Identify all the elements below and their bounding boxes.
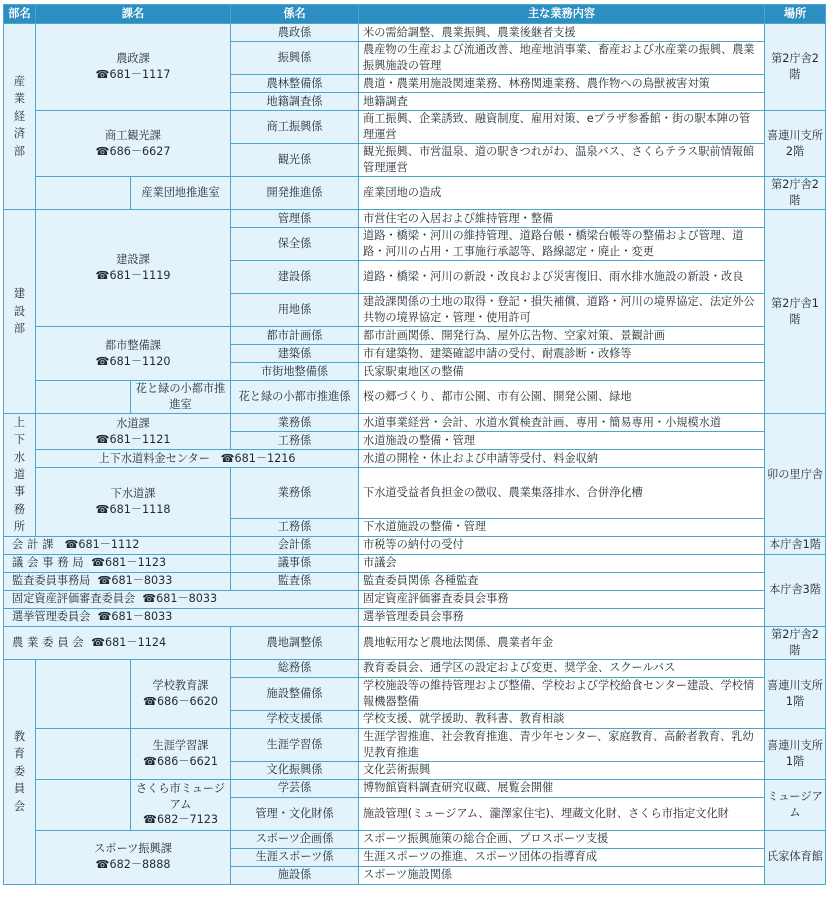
section-name: 会計係 xyxy=(231,536,359,554)
section-duties: 桜の郷づくり、都市公園、市有公園、開発公園、緑地 xyxy=(359,381,765,414)
division-blank xyxy=(36,779,131,830)
section-duties: 施設管理(ミュージアム、瀧澤家住宅)、埋蔵文化財、さくら市指定文化財 xyxy=(359,797,765,830)
section-name: 管理・文化財係 xyxy=(231,797,359,830)
dept-water: 上下水道事務所 xyxy=(4,414,36,537)
header-dept: 部名 xyxy=(4,5,36,24)
section-duties: 道路・橋梁・河川の新設・改良および災害復旧、雨水排水施設の新設・改良 xyxy=(359,261,765,294)
section-name: 施設係 xyxy=(231,866,359,884)
location-cell: 第2庁舎2階 xyxy=(765,177,826,210)
section-name: 保全係 xyxy=(231,228,359,261)
section-duties: 道路・橋梁・河川の維持管理、道路台帳・橋梁台帳等の整備および管理、道路・河川の占用・工事施行承認等、路線認定・廃止・変更 xyxy=(359,228,765,261)
section-name: 農地調整係 xyxy=(231,626,359,659)
section-duties: 市有建築物、建築確認申請の受付、耐震診断・改修等 xyxy=(359,345,765,363)
header-location: 場所 xyxy=(765,5,826,24)
section-name: 市街地整備係 xyxy=(231,363,359,381)
division-kansa: 監査委員事務局 ☎681－8033 xyxy=(4,572,231,590)
section-duties: 下水道受益者負担金の徴収、農業集落排水、合併浄化槽 xyxy=(359,468,765,519)
division-kensetsu: 建設課 ☎681－1119 xyxy=(36,210,231,327)
section-duties: 下水道施設の整備・管理 xyxy=(359,518,765,536)
section-name: 農政係 xyxy=(231,24,359,42)
section-name: 地籍調査係 xyxy=(231,93,359,111)
section-name: 工務係 xyxy=(231,432,359,450)
section-duties: 監査委員関係 各種監査 xyxy=(359,572,765,590)
section-name: 開発推進係 xyxy=(231,177,359,210)
division-sports: スポーツ振興課 ☎682－8888 xyxy=(36,830,231,884)
section-name: 振興係 xyxy=(231,42,359,75)
section-name: 建築係 xyxy=(231,345,359,363)
section-duties: 都市計画関係、開発行為、屋外広告物、空家対策、景観計画 xyxy=(359,327,765,345)
section-name: 議事係 xyxy=(231,554,359,572)
section-name: 総務係 xyxy=(231,659,359,677)
section-duties: 市営住宅の入居および維持管理・整備 xyxy=(359,210,765,228)
section-duties: 産業団地の造成 xyxy=(359,177,765,210)
dept-education: 教育委員会 xyxy=(4,659,36,884)
division-center: 上下水道料金センター ☎681－1216 xyxy=(36,450,359,468)
section-name: 用地係 xyxy=(231,294,359,327)
division-shogai: 生涯学習課 ☎686－6621 xyxy=(131,728,231,779)
section-duties: 地籍調査 xyxy=(359,93,765,111)
section-duties: 水道事業経営・会計、水道水質検査計画、専用・簡易専用・小規模水道 xyxy=(359,414,765,432)
section-duties: 水道の開栓・休止および申請等受付、料金収納 xyxy=(359,450,765,468)
section-duties: 教育委員会、通学区の設定および変更、奨学金、スクールバス xyxy=(359,659,765,677)
location-cell: 本庁舎3階 xyxy=(765,554,826,626)
location-cell: 第2庁舎2階 xyxy=(765,24,826,111)
section-duties: スポーツ施設関係 xyxy=(359,866,765,884)
location-cell: 氏家体育館 xyxy=(765,830,826,884)
section-name: 業務係 xyxy=(231,468,359,519)
location-cell: 喜連川支所1階 xyxy=(765,728,826,779)
section-duties: 水道施設の整備・管理 xyxy=(359,432,765,450)
location-cell: 本庁舎1階 xyxy=(765,536,826,554)
section-name: 文化振興係 xyxy=(231,761,359,779)
section-duties: スポーツ振興施策の総合企画、プロスポーツ支援 xyxy=(359,830,765,848)
dept-industry: 産業経済部 xyxy=(4,24,36,210)
section-name: 建設係 xyxy=(231,261,359,294)
section-duties: 博物館資料調査研究収蔵、展覧会開催 xyxy=(359,779,765,797)
section-name: 学芸係 xyxy=(231,779,359,797)
section-name: 監査係 xyxy=(231,572,359,590)
location-cell: 第2庁舎2階 xyxy=(765,626,826,659)
location-cell: 卯の里庁舎 xyxy=(765,414,826,537)
header-duties: 主な業務内容 xyxy=(359,5,765,24)
section-duties: 氏家駅東地区の整備 xyxy=(359,363,765,381)
header-section: 係名 xyxy=(231,5,359,24)
section-duties: 生涯学習推進、社会教育推進、青少年センター、家庭教育、高齢者教育、乳幼児教育推進 xyxy=(359,728,765,761)
division-kotei: 固定資産評価審査委員会 ☎681－8033 xyxy=(4,590,359,608)
header-row xyxy=(4,5,826,24)
division-nosei: 農政課 ☎681－1117 xyxy=(36,24,231,111)
section-name: 観光係 xyxy=(231,144,359,177)
division-museum: さくら市ミュージアム ☎682－7123 xyxy=(131,779,231,830)
division-blank xyxy=(36,177,131,210)
section-duties: 建設課関係の土地の取得・登記・損失補償、道路・河川の境界協定、法定外公共物の境界協定・管理・使用許可 xyxy=(359,294,765,327)
division-suido: 水道課 ☎681－1121 xyxy=(36,414,231,450)
division-gikai: 議会事務局 ☎681－1123 xyxy=(4,554,231,572)
section-duties: 生涯スポーツの推進、スポーツ団体の指導育成 xyxy=(359,848,765,866)
division-blank xyxy=(36,728,131,779)
section-name: 管理係 xyxy=(231,210,359,228)
section-name: 生涯スポーツ係 xyxy=(231,848,359,866)
section-name: 商工振興係 xyxy=(231,111,359,144)
section-duties: 固定資産評価審査委員会事務 xyxy=(359,590,765,608)
division-gesui: 下水道課 ☎681－1118 xyxy=(36,468,231,537)
section-name: 学校支援係 xyxy=(231,710,359,728)
division-nogyo: 農業委員会 ☎681－1124 xyxy=(4,626,231,659)
section-name: 農林整備係 xyxy=(231,75,359,93)
section-duties: 農道・農業用施設関連業務、林務関連業務、農作物への鳥獣被害対策 xyxy=(359,75,765,93)
division-danchi: 産業団地推進室 xyxy=(131,177,231,210)
section-duties: 農地転用など農地法関係、農業者年金 xyxy=(359,626,765,659)
section-duties: 学校支援、就学援助、教科書、教育相談 xyxy=(359,710,765,728)
location-cell: 喜連川支所2階 xyxy=(765,111,826,177)
section-duties: 商工振興、企業誘致、融資制度、雇用対策、eプラザ参番館・街の駅本陣の管理運営 xyxy=(359,111,765,144)
header-division: 課名 xyxy=(36,5,231,24)
section-duties: 市税等の納付の受付 xyxy=(359,536,765,554)
section-name: 工務係 xyxy=(231,518,359,536)
section-duties: 市議会 xyxy=(359,554,765,572)
division-kaikei: 会計課 ☎681－1112 xyxy=(4,536,231,554)
division-senkyo: 選挙管理委員会 ☎681－8033 xyxy=(4,608,359,626)
division-gakko: 学校教育課 ☎686－6620 xyxy=(131,659,231,728)
division-toshi: 都市整備課 ☎681－1120 xyxy=(36,327,231,381)
section-name: 都市計画係 xyxy=(231,327,359,345)
section-name: 業務係 xyxy=(231,414,359,432)
section-name: スポーツ企画係 xyxy=(231,830,359,848)
location-cell: 第2庁舎1階 xyxy=(765,210,826,414)
section-name: 花と緑の小都市推進係 xyxy=(231,381,359,414)
section-duties: 米の需給調整、農業振興、農業後継者支援 xyxy=(359,24,765,42)
organization-table xyxy=(3,4,826,885)
division-shoko: 商工観光課 ☎686－6627 xyxy=(36,111,231,177)
division-blank xyxy=(36,381,131,414)
dept-construction: 建設部 xyxy=(4,210,36,414)
location-cell: 喜連川支所1階 xyxy=(765,659,826,728)
location-cell: ミュージアム xyxy=(765,779,826,830)
division-hana: 花と緑の小都市推進室 xyxy=(131,381,231,414)
section-duties: 学校施設等の維持管理および整備、学校および学校給食センター建設、学校情報機器整備 xyxy=(359,677,765,710)
section-duties: 文化芸術振興 xyxy=(359,761,765,779)
section-name: 施設整備係 xyxy=(231,677,359,710)
section-duties: 観光振興、市営温泉、道の駅きつれがわ、温泉バス、さくらテラス駅前情報館管理運営 xyxy=(359,144,765,177)
division-blank xyxy=(36,659,131,728)
section-duties: 選挙管理委員会事務 xyxy=(359,608,765,626)
section-duties: 農産物の生産および流通改善、地産地消事業、畜産および水産業の振興、農業振興施設の管理 xyxy=(359,42,765,75)
section-name: 生涯学習係 xyxy=(231,728,359,761)
